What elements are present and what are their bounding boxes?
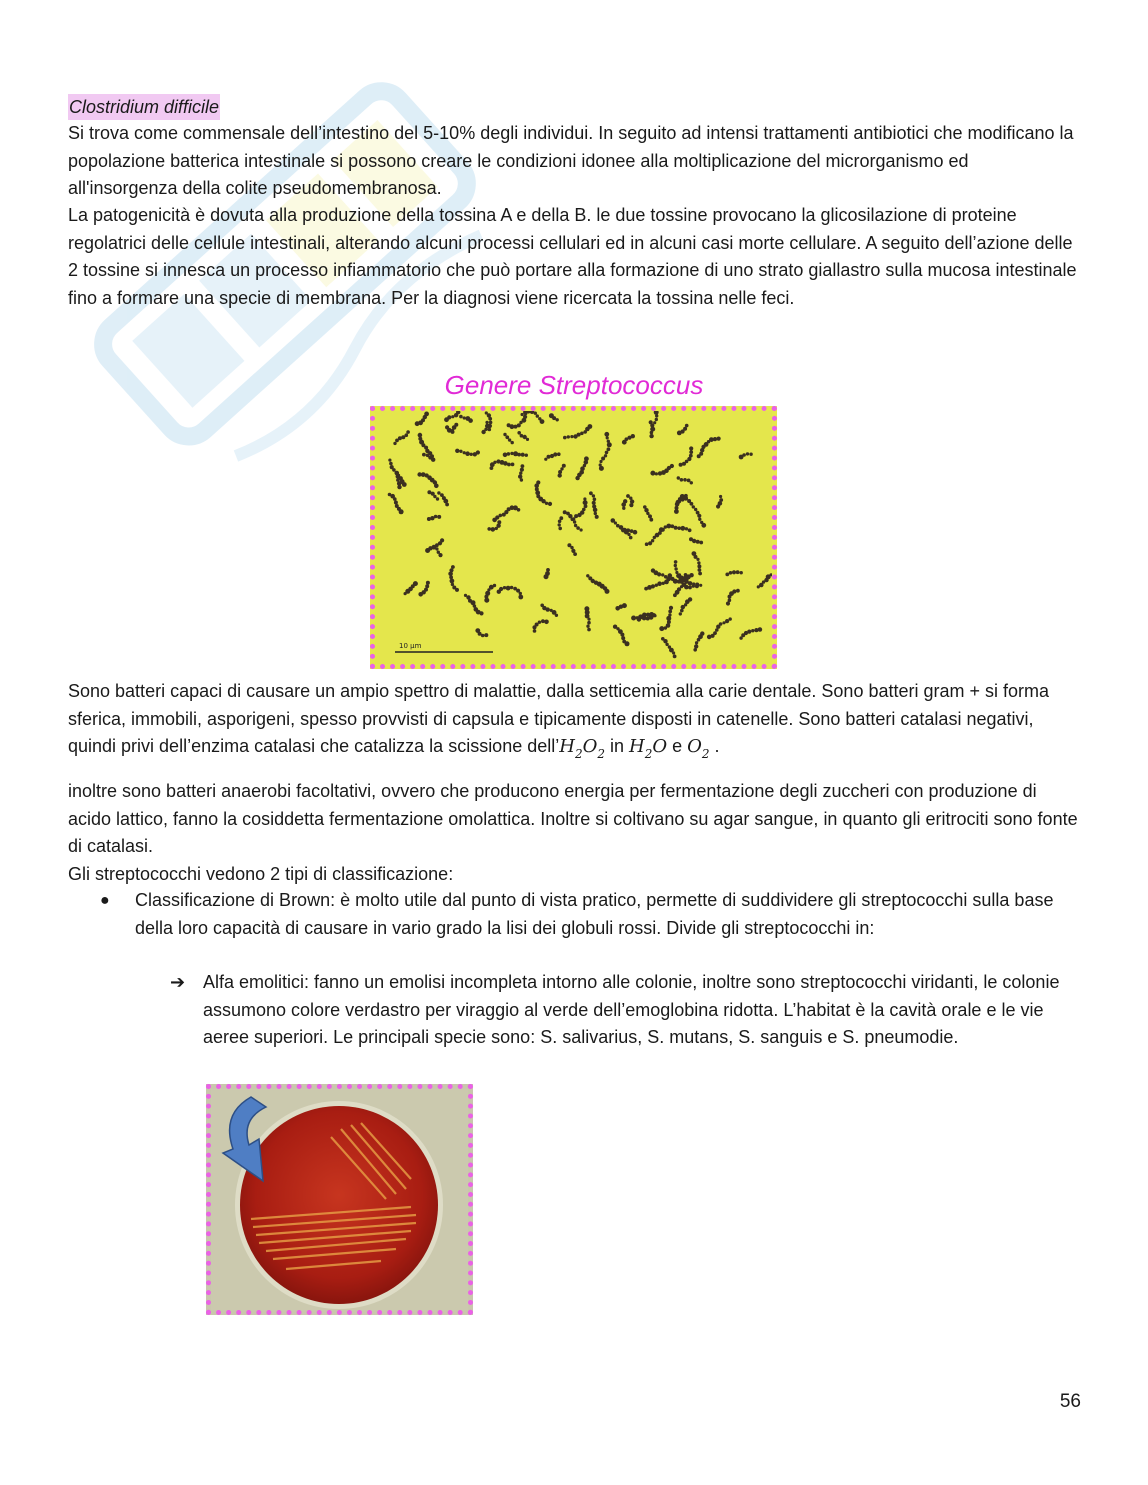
bullet-brown-classification bbox=[100, 887, 1080, 942]
bacterium-cell bbox=[739, 455, 744, 460]
bacterium-cell bbox=[740, 571, 743, 574]
bacterium-cell bbox=[692, 539, 696, 543]
bacterium-cell bbox=[695, 583, 699, 587]
bacterium-cell bbox=[649, 434, 653, 438]
bacterium-cell bbox=[436, 497, 439, 500]
bacterium-cell bbox=[545, 571, 550, 576]
bacterium-cell bbox=[562, 464, 566, 468]
bacterium-cell bbox=[698, 572, 702, 576]
bacterium-cell bbox=[674, 567, 677, 570]
bacterium-cell bbox=[694, 644, 698, 648]
bacterium-cell bbox=[728, 595, 732, 599]
bacterium-cell bbox=[455, 449, 459, 453]
bacterium-cell bbox=[425, 584, 429, 588]
bacterium-cell bbox=[674, 526, 678, 530]
bacterium-cell bbox=[567, 435, 570, 438]
bacterium-cell bbox=[701, 523, 706, 528]
bacterium-cell bbox=[668, 613, 671, 616]
bacterium-cell bbox=[713, 631, 717, 635]
bacterium-cell bbox=[523, 415, 527, 419]
bacterium-cell bbox=[697, 561, 700, 564]
bacterium-cell bbox=[541, 619, 545, 623]
bacterium-cell bbox=[463, 451, 466, 454]
bacterium-cell bbox=[520, 468, 524, 472]
blood-agar bbox=[240, 1106, 438, 1304]
bacterium-cell bbox=[533, 629, 537, 633]
bacterium-cell bbox=[499, 587, 503, 591]
bacterium-cell bbox=[459, 415, 463, 419]
bacterium-cell bbox=[538, 417, 541, 420]
bacterium-cell bbox=[547, 455, 551, 459]
bacterium-cell bbox=[650, 431, 654, 435]
bacterium-cell bbox=[573, 552, 577, 556]
bacterium-cell bbox=[751, 629, 754, 632]
bacterium-cell bbox=[558, 473, 562, 477]
bacterium-cell bbox=[392, 468, 396, 472]
bacterium-cell bbox=[674, 564, 677, 567]
bacterium-cell bbox=[544, 458, 547, 461]
bacterium-cell bbox=[653, 421, 656, 424]
bacterium-cell bbox=[683, 478, 687, 482]
bacterium-cell bbox=[678, 500, 681, 503]
bacterium-cell bbox=[510, 586, 513, 589]
bacterium-cell bbox=[558, 520, 562, 524]
bacterium-cell bbox=[648, 514, 652, 518]
bacterium-cell bbox=[625, 641, 630, 646]
bacterium-cell bbox=[388, 493, 392, 497]
bacterium-cell bbox=[574, 524, 577, 527]
bacterium-cell bbox=[502, 513, 506, 517]
bacterium-cell bbox=[521, 464, 525, 468]
formula-o2: $O_2$ bbox=[687, 736, 710, 761]
bacterium-cell bbox=[465, 451, 470, 456]
bacterium-cell bbox=[454, 423, 458, 427]
bacterium-cell bbox=[395, 439, 399, 443]
streptococcus-paragraph-2 bbox=[68, 778, 1083, 888]
formula-e: e bbox=[667, 736, 688, 756]
bacterium-cell bbox=[699, 584, 702, 587]
bacterium-cell bbox=[630, 529, 634, 533]
bacterium-cell bbox=[645, 542, 649, 546]
bacterium-cell bbox=[592, 494, 595, 497]
bacterium-cell bbox=[437, 551, 440, 554]
bacterium-cell bbox=[487, 527, 491, 531]
bacterium-cell bbox=[653, 536, 656, 539]
bacterium-cell bbox=[615, 606, 620, 611]
bacterium-cell bbox=[673, 655, 677, 659]
bacterium-cell bbox=[680, 478, 684, 482]
bacterium-cell bbox=[587, 628, 591, 632]
bacterium-cell bbox=[616, 524, 620, 528]
bacterium-cell bbox=[397, 481, 402, 486]
streptococcus-micrograph bbox=[370, 406, 777, 669]
bacterium-cell bbox=[607, 442, 612, 447]
bacterium-cell bbox=[655, 584, 658, 587]
bacterium-cell bbox=[406, 430, 410, 434]
bacterium-cell bbox=[650, 471, 655, 476]
bacterium-cell bbox=[729, 571, 733, 575]
bacterium-cell bbox=[418, 433, 423, 438]
bacterium-cell bbox=[697, 564, 701, 568]
bacterium-cell bbox=[393, 442, 396, 445]
bacterium-cell bbox=[525, 454, 528, 457]
bacterium-cell bbox=[437, 515, 441, 519]
bacterium-cell bbox=[507, 452, 511, 456]
blood-agar-plate-photo bbox=[206, 1084, 473, 1315]
bacterium-cell bbox=[695, 641, 698, 644]
bullet-dot-icon: ● bbox=[100, 892, 110, 909]
bacterium-cell bbox=[606, 436, 609, 439]
bacterium-cell bbox=[629, 503, 633, 507]
bacterium-cell bbox=[688, 528, 692, 532]
bacterium-cell bbox=[573, 520, 576, 523]
bacterium-cell bbox=[519, 592, 522, 595]
bacterium-cell bbox=[447, 415, 451, 419]
bacterium-cell bbox=[697, 638, 701, 642]
bacterium-cell bbox=[503, 433, 506, 436]
bacterium-cell bbox=[685, 527, 688, 530]
bacterium-cell bbox=[648, 541, 652, 545]
bacterium-cell bbox=[424, 588, 428, 592]
bacterium-cell bbox=[732, 570, 736, 574]
bacterium-cell bbox=[666, 616, 671, 621]
bacterium-cell bbox=[736, 570, 740, 574]
bacterium-cell bbox=[665, 643, 668, 646]
bacterium-cell bbox=[577, 433, 581, 437]
bacterium-cell bbox=[544, 620, 549, 625]
bacterium-cell bbox=[692, 582, 695, 585]
bacterium-cell bbox=[488, 428, 492, 432]
bacterium-cell bbox=[593, 498, 597, 502]
bacterium-cell bbox=[519, 471, 522, 474]
bacterium-cell bbox=[716, 504, 720, 508]
bacterium-cell bbox=[657, 572, 661, 576]
formula-end: . bbox=[709, 736, 720, 756]
streptococcus-paragraph-2-text: inoltre sono batteri anaerobi facoltativi, ovvero che producono energia per fermentazione degli zuccheri con produzione di acido lattico, fanno la cosiddetta fermentazione omolattica. Inoltre si coltivano su agar sangue, in quanto gli eritrociti sono fonte di catalasi. bbox=[68, 781, 1078, 856]
bacterium-cell bbox=[435, 547, 438, 550]
bacterium-cell bbox=[485, 421, 488, 424]
streptococcus-paragraph-1 bbox=[68, 678, 1083, 769]
formula-h2o: $H_2O$ bbox=[629, 736, 668, 761]
bacterium-cell bbox=[587, 621, 591, 625]
bacterium-cell bbox=[536, 414, 539, 417]
bacterium-cell bbox=[689, 573, 693, 577]
bacterium-cell bbox=[389, 462, 393, 466]
bacterium-cell bbox=[560, 467, 563, 470]
bacterium-cell bbox=[698, 518, 701, 521]
bacterium-cell bbox=[484, 633, 488, 637]
bacterium-cell bbox=[540, 604, 544, 608]
bacterium-cell bbox=[470, 453, 473, 456]
bacterium-cell bbox=[699, 541, 703, 545]
bacterium-cell bbox=[426, 581, 430, 585]
bacterium-cell bbox=[417, 472, 421, 476]
bacterium-cell bbox=[679, 463, 683, 467]
bacterium-cell bbox=[395, 471, 400, 476]
bacterium-cell bbox=[546, 568, 550, 572]
bacterium-cell bbox=[580, 432, 584, 436]
bacterium-cell bbox=[599, 460, 602, 463]
bacterium-cell bbox=[736, 589, 740, 593]
bacterium-cell bbox=[689, 446, 693, 450]
formula-h2o2: $H_2O_2$ bbox=[559, 736, 605, 761]
scale-label: 10 µm bbox=[399, 642, 422, 650]
bacterium-cell bbox=[688, 586, 692, 590]
bacterium-cell bbox=[637, 617, 641, 621]
bullet-brown-text: Classificazione di Brown: è molto utile dal punto di vista pratico, permette di suddividere gli streptococchi sulla base della loro capacità di causare in vario grado la lisi dei globuli rossi. Divide gli streptococchi in: bbox=[135, 890, 1054, 938]
bacterium-cell bbox=[493, 584, 496, 587]
bacterium-cell bbox=[503, 453, 508, 458]
bacterium-cell bbox=[473, 452, 477, 456]
bacterium-cell bbox=[673, 593, 677, 597]
bacterium-cell bbox=[475, 628, 480, 633]
bacterium-cell bbox=[518, 474, 522, 478]
bacterium-cell bbox=[698, 568, 702, 572]
bacterium-cell bbox=[677, 580, 681, 584]
bacterium-cell bbox=[558, 470, 562, 474]
bacterium-cell bbox=[593, 508, 598, 513]
bacterium-cell bbox=[563, 436, 567, 440]
bacterium-cell bbox=[433, 495, 436, 498]
bacterium-cell bbox=[570, 435, 573, 438]
bacterium-cell bbox=[683, 583, 687, 587]
bacterium-cell bbox=[694, 508, 697, 511]
bacterium-cell bbox=[559, 516, 563, 520]
bacterium-cell bbox=[674, 560, 678, 564]
bacterium-cell bbox=[605, 451, 609, 455]
bacterium-cell bbox=[589, 491, 593, 495]
bacterium-cell bbox=[517, 453, 521, 457]
bacterium-cell bbox=[693, 648, 697, 652]
clostridium-paragraph-2: La patogenicità è dovuta alla produzione della tossina A e della B. le due tossine provocano la glicosilazione di proteine regolatrici delle cellule intestinali, alterando alcuni processi cellulari ed in alcuni casi morte cellulare. A seguito dell’azione delle 2 tossine si innesca un processo infiammatorio che può portare alla formazione di uno strato giallastro sulla mucosa intestinale fino a formare una specie di membrana. Per la diagnosi viene ricercata la tossina nelle feci. bbox=[68, 205, 1077, 308]
bacterium-cell bbox=[580, 528, 583, 531]
bacterium-cell bbox=[729, 617, 732, 620]
bacterium-cell bbox=[680, 609, 684, 613]
bacterium-cell bbox=[607, 447, 611, 451]
bacterium-cell bbox=[459, 450, 462, 453]
bacterium-cell bbox=[690, 502, 694, 506]
bacterium-cell bbox=[588, 424, 593, 429]
bacterium-cell bbox=[518, 595, 523, 600]
bacterium-cell bbox=[549, 413, 554, 418]
bacterium-cell bbox=[576, 526, 580, 530]
bacterium-cell bbox=[424, 412, 429, 417]
bacterium-cell bbox=[437, 491, 440, 494]
bacterium-cell bbox=[746, 452, 749, 455]
bacterium-cell bbox=[668, 610, 672, 614]
bacterium-cell bbox=[489, 421, 493, 425]
bacterium-cell bbox=[692, 505, 695, 508]
bacterium-cell bbox=[604, 432, 609, 437]
bacterium-cell bbox=[517, 431, 521, 435]
bacterium-cell bbox=[681, 605, 685, 609]
bullet-arrow-icon: ➔ bbox=[170, 972, 186, 992]
bacterium-cell bbox=[719, 622, 723, 626]
bacterium-cell bbox=[496, 524, 500, 528]
bacterium-cell bbox=[521, 453, 525, 457]
bacterium-cell bbox=[689, 450, 693, 454]
bacterium-cell bbox=[661, 573, 664, 576]
bacterium-cell bbox=[532, 625, 536, 629]
bacterium-cell bbox=[620, 633, 624, 637]
bacterium-cell bbox=[644, 587, 648, 591]
bacterium-cell bbox=[557, 452, 561, 456]
bacterium-cell bbox=[583, 497, 586, 500]
bacterium-cell bbox=[587, 618, 590, 621]
bacterium-cell bbox=[697, 514, 701, 518]
bacterium-cell bbox=[550, 609, 553, 612]
bacterium-cell bbox=[725, 619, 729, 623]
bacterium-cell bbox=[623, 499, 627, 503]
bacterium-cell bbox=[622, 440, 627, 445]
bacterium-cell bbox=[626, 494, 630, 498]
bacterium-cell bbox=[503, 586, 506, 589]
bacterium-cell bbox=[666, 623, 671, 628]
page-number: 56 bbox=[1059, 1391, 1081, 1412]
bacterium-cell bbox=[677, 476, 680, 479]
bacterium-cell bbox=[485, 591, 490, 596]
bacterium-cell bbox=[394, 501, 398, 505]
bacterium-cell bbox=[496, 459, 500, 463]
bacterium-cell bbox=[655, 418, 658, 421]
bacterium-cell bbox=[450, 579, 455, 584]
bacterium-cell bbox=[548, 502, 552, 506]
bacterium-cell bbox=[434, 515, 438, 519]
bacterium-cell bbox=[570, 546, 573, 549]
bacterium-cell bbox=[451, 415, 454, 418]
bacterium-cell bbox=[739, 636, 742, 639]
bacterium-cell bbox=[448, 572, 453, 577]
bacterium-cell bbox=[455, 588, 459, 592]
streptococcus-section-title: Genere Streptococcus bbox=[444, 370, 704, 400]
bacterium-cell bbox=[401, 435, 405, 439]
bacterium-cell bbox=[497, 520, 501, 524]
bacterium-cell bbox=[485, 411, 488, 414]
bacterium-cell bbox=[622, 507, 625, 510]
bacterium-cell bbox=[586, 625, 589, 628]
bacterium-cell bbox=[395, 504, 399, 508]
bacterium-cell bbox=[536, 480, 540, 484]
bacterium-cell bbox=[491, 527, 496, 532]
bacterium-cell bbox=[584, 456, 589, 461]
bacterium-cell bbox=[396, 478, 399, 481]
streptococcus-paragraph-3-text: Gli streptococchi vedono 2 tipi di classificazione: bbox=[68, 863, 454, 884]
bacterium-cell bbox=[685, 424, 689, 428]
bacterium-cell bbox=[679, 612, 682, 615]
bacterium-cell bbox=[521, 413, 524, 416]
bacterium-cell bbox=[719, 495, 722, 498]
bacterium-cell bbox=[445, 503, 449, 507]
formula-in: in bbox=[605, 736, 630, 756]
bacterium-cell bbox=[629, 497, 632, 500]
bacterium-cell bbox=[572, 517, 575, 520]
bacterium-cell bbox=[689, 454, 693, 458]
bacterium-cell bbox=[717, 437, 721, 441]
bacterium-cell bbox=[505, 435, 509, 439]
bacterium-cell bbox=[582, 508, 586, 512]
clostridium-paragraph-1: Si trova come commensale dell’intestino del 5-10% degli individui. In seguito ad intensi trattamenti antibiotici che modificano la popolazione batterica intestinale si possono creare le condizioni idonee alla moltiplicazione del microrganismo ed all'insorgenza della colite pseudomembranosa. bbox=[68, 123, 1074, 198]
bacterium-cell bbox=[563, 510, 567, 514]
bacterium-cell bbox=[629, 536, 633, 540]
bacterium-cell bbox=[465, 416, 470, 421]
bacterium-cell bbox=[506, 586, 511, 591]
bacterium-cell bbox=[550, 454, 554, 458]
bacterium-cell bbox=[690, 481, 693, 484]
bacterium-cell bbox=[583, 500, 588, 505]
bacterium-cell bbox=[725, 573, 729, 577]
bacterium-cell bbox=[672, 651, 675, 654]
bacterium-cell bbox=[621, 636, 625, 640]
bacterium-cell bbox=[451, 583, 454, 586]
bacterium-cell bbox=[488, 424, 492, 428]
bacterium-cell bbox=[658, 471, 662, 475]
bacterium-cell bbox=[388, 459, 391, 462]
bacterium-cell bbox=[594, 512, 597, 515]
bacterium-cell bbox=[511, 441, 514, 444]
bacterium-cell bbox=[599, 466, 604, 471]
bacterium-cell bbox=[592, 501, 596, 505]
bacterium-cell bbox=[713, 437, 717, 441]
bacterium-cell bbox=[558, 527, 562, 531]
bacterium-cell bbox=[413, 581, 418, 586]
bacterium-cell bbox=[683, 427, 687, 431]
micrograph-image bbox=[375, 411, 772, 664]
bacterium-cell bbox=[511, 463, 515, 467]
bacterium-cell bbox=[508, 438, 511, 441]
bacterium-cell bbox=[631, 616, 636, 621]
bacterium-cell bbox=[601, 457, 605, 461]
bacterium-cell bbox=[687, 479, 691, 483]
bacterium-cell bbox=[643, 505, 647, 509]
bacterium-cell bbox=[749, 453, 752, 456]
agar-plate-image bbox=[211, 1089, 468, 1310]
bacterium-cell bbox=[696, 540, 700, 544]
bacterium-cell bbox=[422, 453, 426, 457]
bacterium-cell bbox=[440, 538, 444, 542]
bullet-alfa-text: Alfa emolitici: fanno un emolisi incompleta intorno alle colonie, inoltre sono streptococchi viridanti, le colonie assumono colore verdastro per viraggio al verde dell’emoglobina ridotta. L’habitat è la cavità orale e le vie aeree superiori. Le principali specie sono: S. salivarius, S. mutans, S. sanguis e S. pneumodie. bbox=[203, 972, 1060, 1047]
bacterium-cell bbox=[490, 466, 494, 470]
bacterium-cell bbox=[669, 606, 673, 610]
bacterium-cell bbox=[513, 451, 518, 456]
bacterium-cell bbox=[726, 601, 730, 605]
bacterium-cell bbox=[402, 482, 407, 487]
bacterium-cell bbox=[692, 551, 697, 556]
bacterium-cell bbox=[492, 518, 497, 523]
clostridium-heading: Clostridium difficile bbox=[68, 94, 220, 120]
bacterium-cell bbox=[464, 594, 467, 597]
bacterium-cell bbox=[754, 628, 758, 632]
bacterium-cell bbox=[659, 626, 664, 631]
bacterium-cell bbox=[611, 518, 616, 523]
bacterium-cell bbox=[463, 416, 466, 419]
bacterium-cell bbox=[520, 434, 524, 438]
bacterium-cell bbox=[586, 574, 589, 577]
streptococcus-paragraph-1-text: Sono batteri capaci di causare un ampio spettro di malattie, dalla setticemia alla carie dentale. Sono batteri gram + si forma sferica, immobili, asporigeni, spesso provvisti di capsula e tipicamente disposti in catenelle. Sono batteri catalasi negativi, quindi privi dell’enzima catalasi che catalizza la scissione dell’ bbox=[68, 681, 1050, 756]
bacterium-cell bbox=[520, 478, 523, 481]
bacterium-cell bbox=[662, 582, 665, 585]
bacterium-cell bbox=[595, 515, 599, 519]
bacterium-cell bbox=[680, 526, 685, 531]
bacterium-cell bbox=[558, 523, 561, 526]
bullet-alfa-emolitici bbox=[170, 969, 1080, 1052]
bacterium-cell bbox=[474, 607, 479, 612]
